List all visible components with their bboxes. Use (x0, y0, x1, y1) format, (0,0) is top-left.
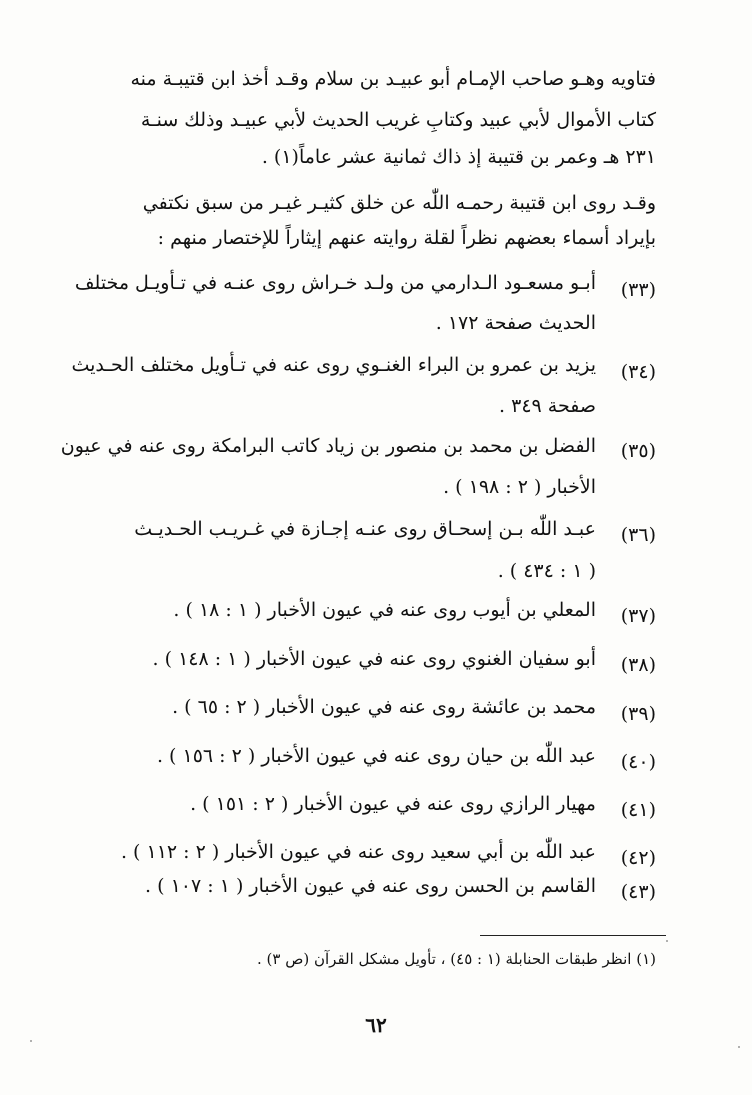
entry-text-line: أبـو مسعـود الـدارمي من ولـد خـراش روى عنـه في تـأويـل مختلف (74, 272, 596, 294)
entry-number: (٤٣) (620, 881, 656, 903)
scan-speck (30, 1040, 32, 1042)
entry-text-line: الفضل بن محمد بن منصور بن زياد كاتب البرامكة روى عنه في عيون (60, 435, 596, 457)
entry-text-line: القاسم بن الحسن روى عنه في عيون الأخبار ( ١ : ١٠٧ ) . (145, 875, 596, 897)
entry-text-line: ( ١ : ٤٣٤ ) . (497, 560, 596, 582)
footnote-divider (480, 935, 666, 936)
entry-text-line: محمد بن عائشة روى عنه في عيون الأخبار ( ٢ : ٦٥ ) . (172, 696, 596, 718)
entry-number: (٣٩) (620, 703, 656, 725)
entry-number: (٣٣) (620, 279, 656, 301)
entry-number: (٣٤) (620, 361, 656, 383)
scan-speck (738, 1046, 740, 1048)
scan-speck (666, 940, 668, 942)
entry-text-line: يزيد بن عمرو بن البراء الغنـوي روى عنه في تـأويل مختلف الحـديث (71, 354, 596, 376)
entry-number: (٤١) (620, 799, 656, 821)
entry-text-line: عبد اللّٰه بن حيان روى عنه في عيون الأخبار ( ٢ : ١٥٦ ) . (156, 745, 596, 767)
entry-text-line: أبو سفيان الغنوي روى عنه في عيون الأخبار ( ١ : ١٤٨ ) . (152, 648, 596, 670)
entry-text-line: مهيار الرازي روى عنه في عيون الأخبار ( ٢ : ١٥١ ) . (190, 793, 596, 815)
para2-line-1: وقـد روى ابن قتيبة رحمـه اللّٰه عن خلق كثيـر غيـر من سبق نكتفي (142, 192, 656, 214)
entry-number: (٤٠) (620, 751, 656, 773)
footnote: (١) انظر طبقات الحنابلة (١ : ٤٥) ، تأويل مشكل القرآن (ص ٣) . (257, 950, 656, 968)
page-number: ٦٢ (365, 1013, 387, 1037)
entry-text-line: صفحة ٣٤٩ . (499, 395, 596, 417)
intro-line-3: ٢٣١ هـ وعمر بن قتيبة إذ ذاك ثمانية عشر عاماً(١) . (261, 146, 656, 168)
entry-text-line: الحديث صفحة ١٧٢ . (435, 312, 596, 334)
entry-text-line: عبد اللّٰه بن أبي سعيد روى عنه في عيون الأخبار ( ٢ : ١١٢ ) . (120, 841, 596, 863)
entry-text-line: الأخبار ( ٢ : ١٩٨ ) . (443, 476, 596, 498)
intro-line-2: كتاب الأموال لأبي عبيد وكتابِ غريب الحديث لأبي عبيـد وذلك سنـة (140, 109, 656, 131)
intro-line-1: فتاويه وهـو صاحب الإمـام أبو عبيـد بن سلام وقـد أخذ ابن قتيبـة منه (130, 68, 656, 90)
entry-text-line: عبـد اللّٰه بـن إسحـاق روى عنـه إجـازة في غـريـب الحـديـث (134, 518, 596, 540)
entry-number: (٣٧) (620, 605, 656, 627)
para2-line-2: بإيراد أسماء بعضهم نظراً لقلة روايته عنهم إيثاراً للإختصار منهم : (157, 227, 656, 249)
entry-text-line: المعلي بن أيوب روى عنه في عيون الأخبار ( ١ : ١٨ ) . (173, 599, 596, 621)
entry-number: (٣٨) (620, 654, 656, 676)
entry-number: (٤٢) (620, 847, 656, 869)
entry-number: (٣٥) (620, 440, 656, 462)
entry-number: (٣٦) (620, 524, 656, 546)
